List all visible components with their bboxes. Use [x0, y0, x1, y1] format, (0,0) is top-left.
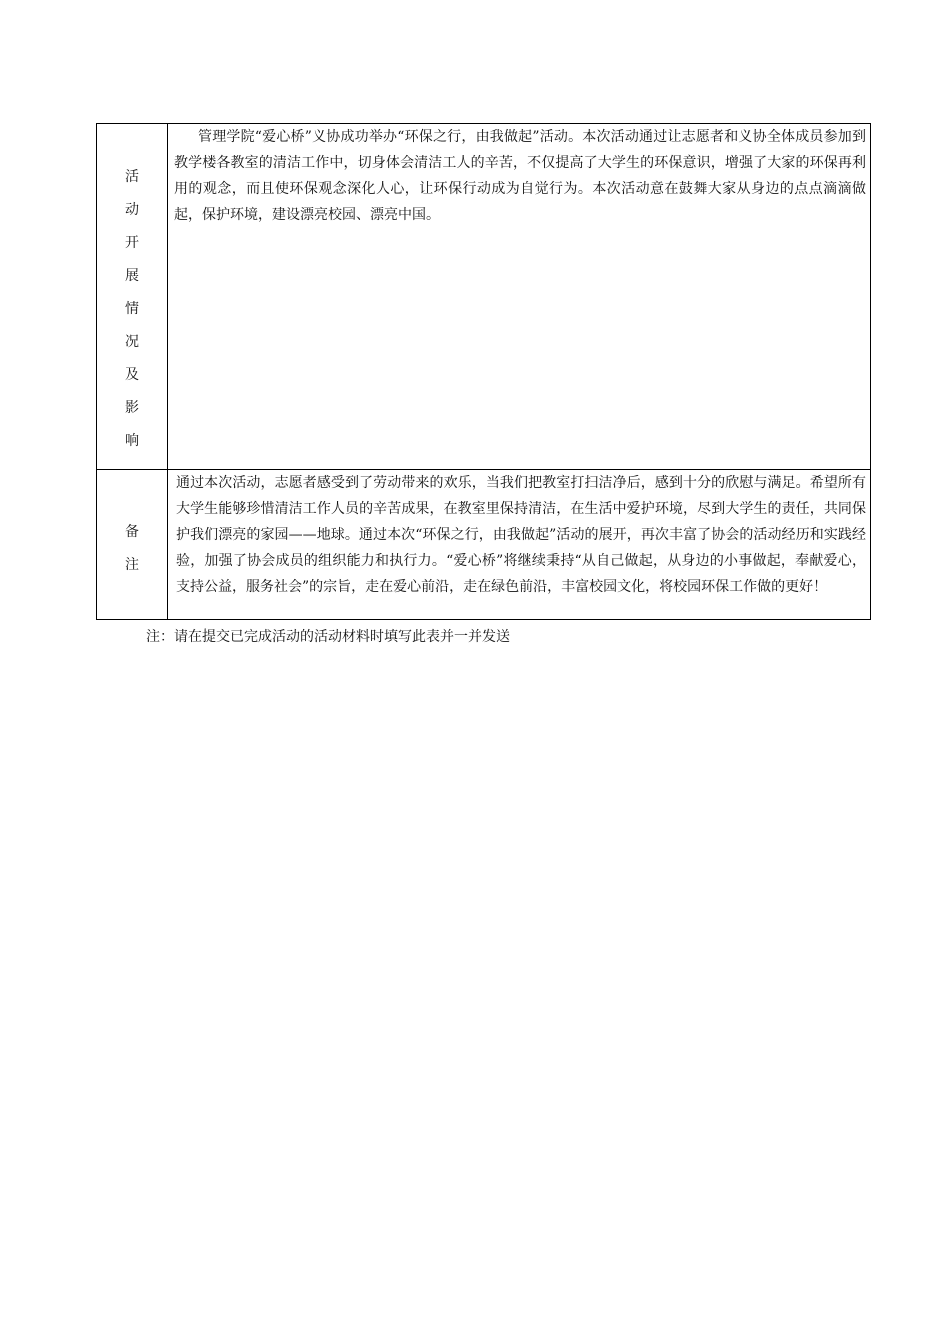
activity-content-cell [168, 124, 871, 470]
notes-label-char: 注 [125, 557, 139, 573]
notes-row [97, 470, 871, 620]
notes-text: 通过本次活动，志愿者感受到了劳动带来的欢乐，当我们把教室打扫洁净后，感到十分的欣慰与满足。希望所有大学生能够珍惜清洁工作人员的辛苦成果，在教室里保持清洁，在生活中爱护环境，尽到大学生的责任，共同保护我们漂亮的家园——地球。通过本次“环保之行，由我做起”活动的展开，再次丰富了协会的活动经历和实践经验，加强了协会成员的组织能力和执行力。“爱心桥”将继续秉持“从自己做起，从身边的小事做起，奉献爱心，支持公益，服务社会”的宗旨，走在爱心前沿，走在绿色前沿，丰富校园文化，将校园环保工作做的更好！ [176, 475, 866, 595]
activity-label-char: 情 [125, 301, 139, 317]
notes-vertical-label [97, 470, 167, 582]
activity-label-char: 影 [125, 400, 139, 416]
activity-label-char: 活 [125, 169, 139, 185]
activity-label-cell [97, 124, 168, 470]
activity-label-char: 动 [125, 202, 139, 218]
activity-label-char: 及 [125, 367, 139, 383]
activity-vertical-label [97, 124, 167, 458]
footnote: 注：请在提交已完成活动的活动材料时填写此表并一并发送 [146, 629, 510, 645]
activity-description: 管理学院“爱心桥”义协成功举办“环保之行，由我做起”活动。本次活动通过让志愿者和义协全体成员参加到教学楼各教室的清洁工作中，切身体会清洁工人的辛苦，不仅提高了大学生的环保意识，增强了大家的环保再利用的观念，而且使环保观念深化人心，让环保行动成为自觉行为。本次活动意在鼓舞大家从身边的点点滴滴做起，保护环境，建设漂亮校园、漂亮中国。 [174, 129, 866, 223]
notes-label-cell [97, 470, 168, 620]
activity-label-char: 开 [125, 235, 139, 251]
notes-content-cell [168, 470, 871, 620]
activity-label-char: 况 [125, 334, 139, 350]
notes-label-char: 备 [125, 524, 139, 540]
activity-label-char: 响 [125, 433, 139, 449]
activity-row [97, 124, 871, 470]
activity-report-table [96, 123, 871, 620]
activity-label-char: 展 [125, 268, 139, 284]
